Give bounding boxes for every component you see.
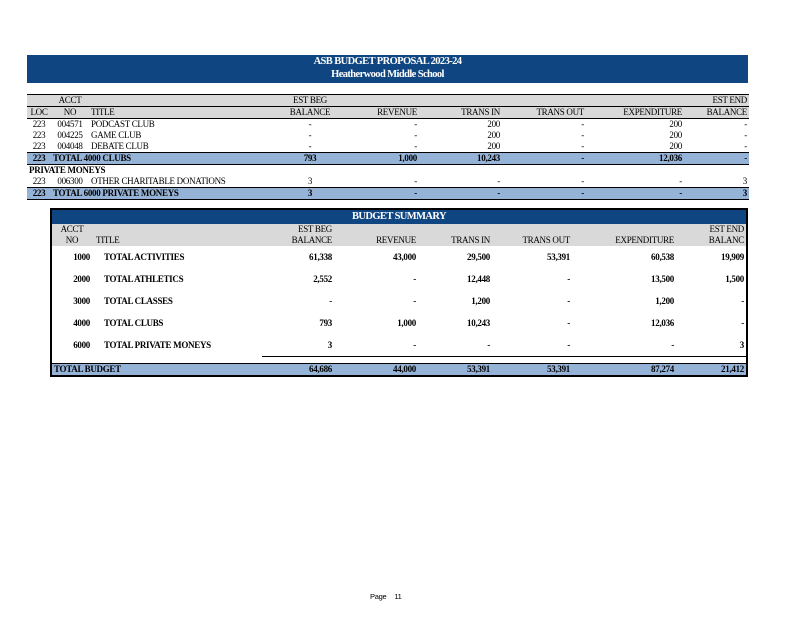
table-row [27,176,749,188]
sum-col-est-end-balance-header: BALANC [676,235,746,246]
cell-exp: 200 [669,141,682,151]
cell-end: - [744,130,747,140]
cell-beg: 3 [279,188,341,200]
cell-beg: 793 [279,153,341,165]
cell-exp: 13,500 [651,273,674,284]
cell-acct: 1000 [73,251,90,262]
sum-col-revenue-header: REVENUE [334,235,418,246]
table-row [27,141,749,153]
cell-tout: - [581,141,584,151]
cell-beg: 64,686 [262,364,334,376]
col-trans-in-header: TRANS IN [419,107,502,119]
cell-tout: 53,391 [492,364,572,376]
cell-exp: 1,200 [655,295,674,306]
cell-exp: - [586,188,684,200]
cell-rev: - [414,141,417,151]
cell-rev: 1,000 [397,317,416,328]
cell-exp: 200 [669,119,682,129]
cell-title: TOTAL ACTIVITIES [104,251,185,262]
cell-end: 3 [684,188,749,200]
sum-col-trans-in-header: TRANS IN [418,235,492,246]
col-est-end-balance-header: BALANCE [684,107,749,119]
cell-tout: - [492,334,572,357]
cell-beg: 3 [307,176,313,186]
cell-end: 19,909 [721,251,744,262]
cell-rev: - [334,334,418,357]
table-header-row [27,107,749,119]
cell-title: DEBATE CLUB [91,141,149,151]
budget-summary-title: BUDGET SUMMARY [52,210,746,224]
cell-beg: - [308,119,312,129]
col-loc-header: LOC [27,107,51,119]
section-heading-row [27,165,749,177]
cell-beg: 61,338 [309,251,332,262]
cell-exp: - [572,334,676,357]
sum-col-balance-header: BALANCE [262,235,334,246]
cell-end: - [744,141,747,151]
cell-acct: 004225 [57,130,83,140]
cell-tin: - [418,334,492,357]
cell-tin: 53,391 [418,364,492,376]
sum-col-est-beg-header: EST BEG [262,224,334,235]
cell-rev: - [414,176,417,186]
col-title-header: TITLE [89,107,279,119]
cell-tin: - [497,176,500,186]
cell-exp: 200 [669,130,682,140]
cell-title: TOTAL CLUBS [104,317,164,328]
clubs-total-row [27,153,749,165]
sum-col-acct-header: ACCT [52,224,92,235]
cell-exp: 12,036 [586,153,684,165]
cell-acct: 004048 [57,141,83,151]
summary-header-row [52,224,746,235]
page-footer [370,592,410,601]
summary-row [52,268,746,290]
cell-beg: - [308,141,312,151]
cell-tout: - [567,317,570,328]
cell-acct: 6000 [73,339,90,350]
cell-loc: 223 [27,188,51,200]
school-name: Heatherwood Middle School [331,69,444,80]
sum-col-trans-out-header: TRANS OUT [492,235,572,246]
col-acct-header: ACCT [51,95,89,107]
sum-col-est-end-header: EST END [676,224,746,235]
cell-rev: - [413,295,416,306]
cell-tin: - [419,188,502,200]
cell-acct: 4000 [73,317,90,328]
cell-tin: 12,448 [467,273,490,284]
cell-rev: - [414,130,417,140]
cell-tout: - [567,295,570,306]
cell-tout: - [581,176,584,186]
cell-end: 3 [676,334,746,357]
cell-title: TOTAL CLASSES [104,295,173,306]
sum-col-acct-no-header: NO [52,235,92,246]
summary-row [52,246,746,268]
cell-exp: - [679,176,682,186]
cell-title: TOTAL 4000 CLUBS [51,153,279,165]
cell-tout: - [502,153,586,165]
cell-rev: 1,000 [341,153,419,165]
col-est-end-header: EST END [684,95,749,107]
cell-end: 21,412 [676,364,746,376]
cell-rev: - [341,188,419,200]
cell-loc: 223 [32,119,46,129]
cell-tin: 10,243 [467,317,490,328]
table-row [27,130,749,141]
cell-tout: 53,391 [547,251,570,262]
cell-acct: 3000 [73,295,90,306]
private-moneys-heading: PRIVATE MONEYS [29,165,106,175]
cell-loc: 223 [32,141,46,151]
cell-tout: - [502,188,586,200]
cell-tin: 1,200 [471,295,490,306]
cell-end: 1,500 [725,273,744,284]
col-balance-header: BALANCE [279,107,341,119]
table-row [27,119,749,131]
summary-row [52,334,746,357]
col-revenue-header: REVENUE [341,107,419,119]
sum-col-expenditure-header: EXPENDITURE [572,235,676,246]
cell-exp: 87,274 [572,364,676,376]
cell-end: - [741,295,744,306]
page-number: 11 [394,592,402,601]
cell-title: TOTAL BUDGET [52,364,262,376]
cell-tin: 200 [487,119,500,129]
cell-tout: - [581,130,584,140]
budget-summary-table [52,224,746,375]
cell-beg: 3 [262,334,334,357]
cell-end: - [744,119,747,129]
cell-acct: 2000 [73,273,90,284]
cell-tin: 200 [487,130,500,140]
cell-beg: - [329,295,332,306]
cell-end: 3 [742,176,747,186]
cell-exp: 60,538 [651,251,674,262]
cell-beg: 2,552 [313,273,332,284]
cell-loc: 223 [32,176,46,186]
col-acct-no-header: NO [51,107,89,119]
clubs-budget-table [27,94,749,200]
col-est-beg-header: EST BEG [279,95,341,107]
cell-tout: - [581,119,584,129]
cell-exp: 12,036 [651,317,674,328]
cell-title: OTHER CHARITABLE DONATIONS [91,176,226,186]
cell-tin: 29,500 [467,251,490,262]
cell-rev: 44,000 [334,364,418,376]
report-title: ASB BUDGET PROPOSAL 2023-24 [313,56,462,67]
cell-rev: - [413,273,416,284]
private-total-row [27,188,749,200]
report-header [27,55,748,83]
cell-title: GAME CLUB [91,130,142,140]
cell-rev: 43,000 [393,251,416,262]
cell-title: TOTAL ATHLETICS [104,273,184,284]
page-label: Page [370,592,387,601]
cell-title: TOTAL PRIVATE MONEYS [104,339,211,350]
table-header-row [27,95,749,107]
cell-title: PODCAST CLUB [91,119,155,129]
cell-beg: 793 [319,317,332,328]
cell-end: - [741,317,744,328]
cell-title: TOTAL 6000 PRIVATE MONEYS [51,188,279,200]
grand-total-row [52,364,746,376]
cell-acct: 006300 [57,176,83,186]
sum-col-title-header: TITLE [92,235,262,246]
cell-end: - [684,153,749,165]
budget-summary-box [50,208,748,377]
cell-loc: 223 [27,153,51,165]
cell-rev: - [414,119,417,129]
summary-header-row [52,235,746,246]
cell-tout: - [567,273,570,284]
col-expenditure-header: EXPENDITURE [586,107,684,119]
cell-beg: - [308,130,312,140]
cell-tin: 10,243 [419,153,502,165]
col-trans-out-header: TRANS OUT [502,107,586,119]
summary-row [52,290,746,312]
cell-acct: 004571 [57,119,83,129]
cell-loc: 223 [32,130,46,140]
cell-tin: 200 [487,141,500,151]
summary-row [52,312,746,334]
